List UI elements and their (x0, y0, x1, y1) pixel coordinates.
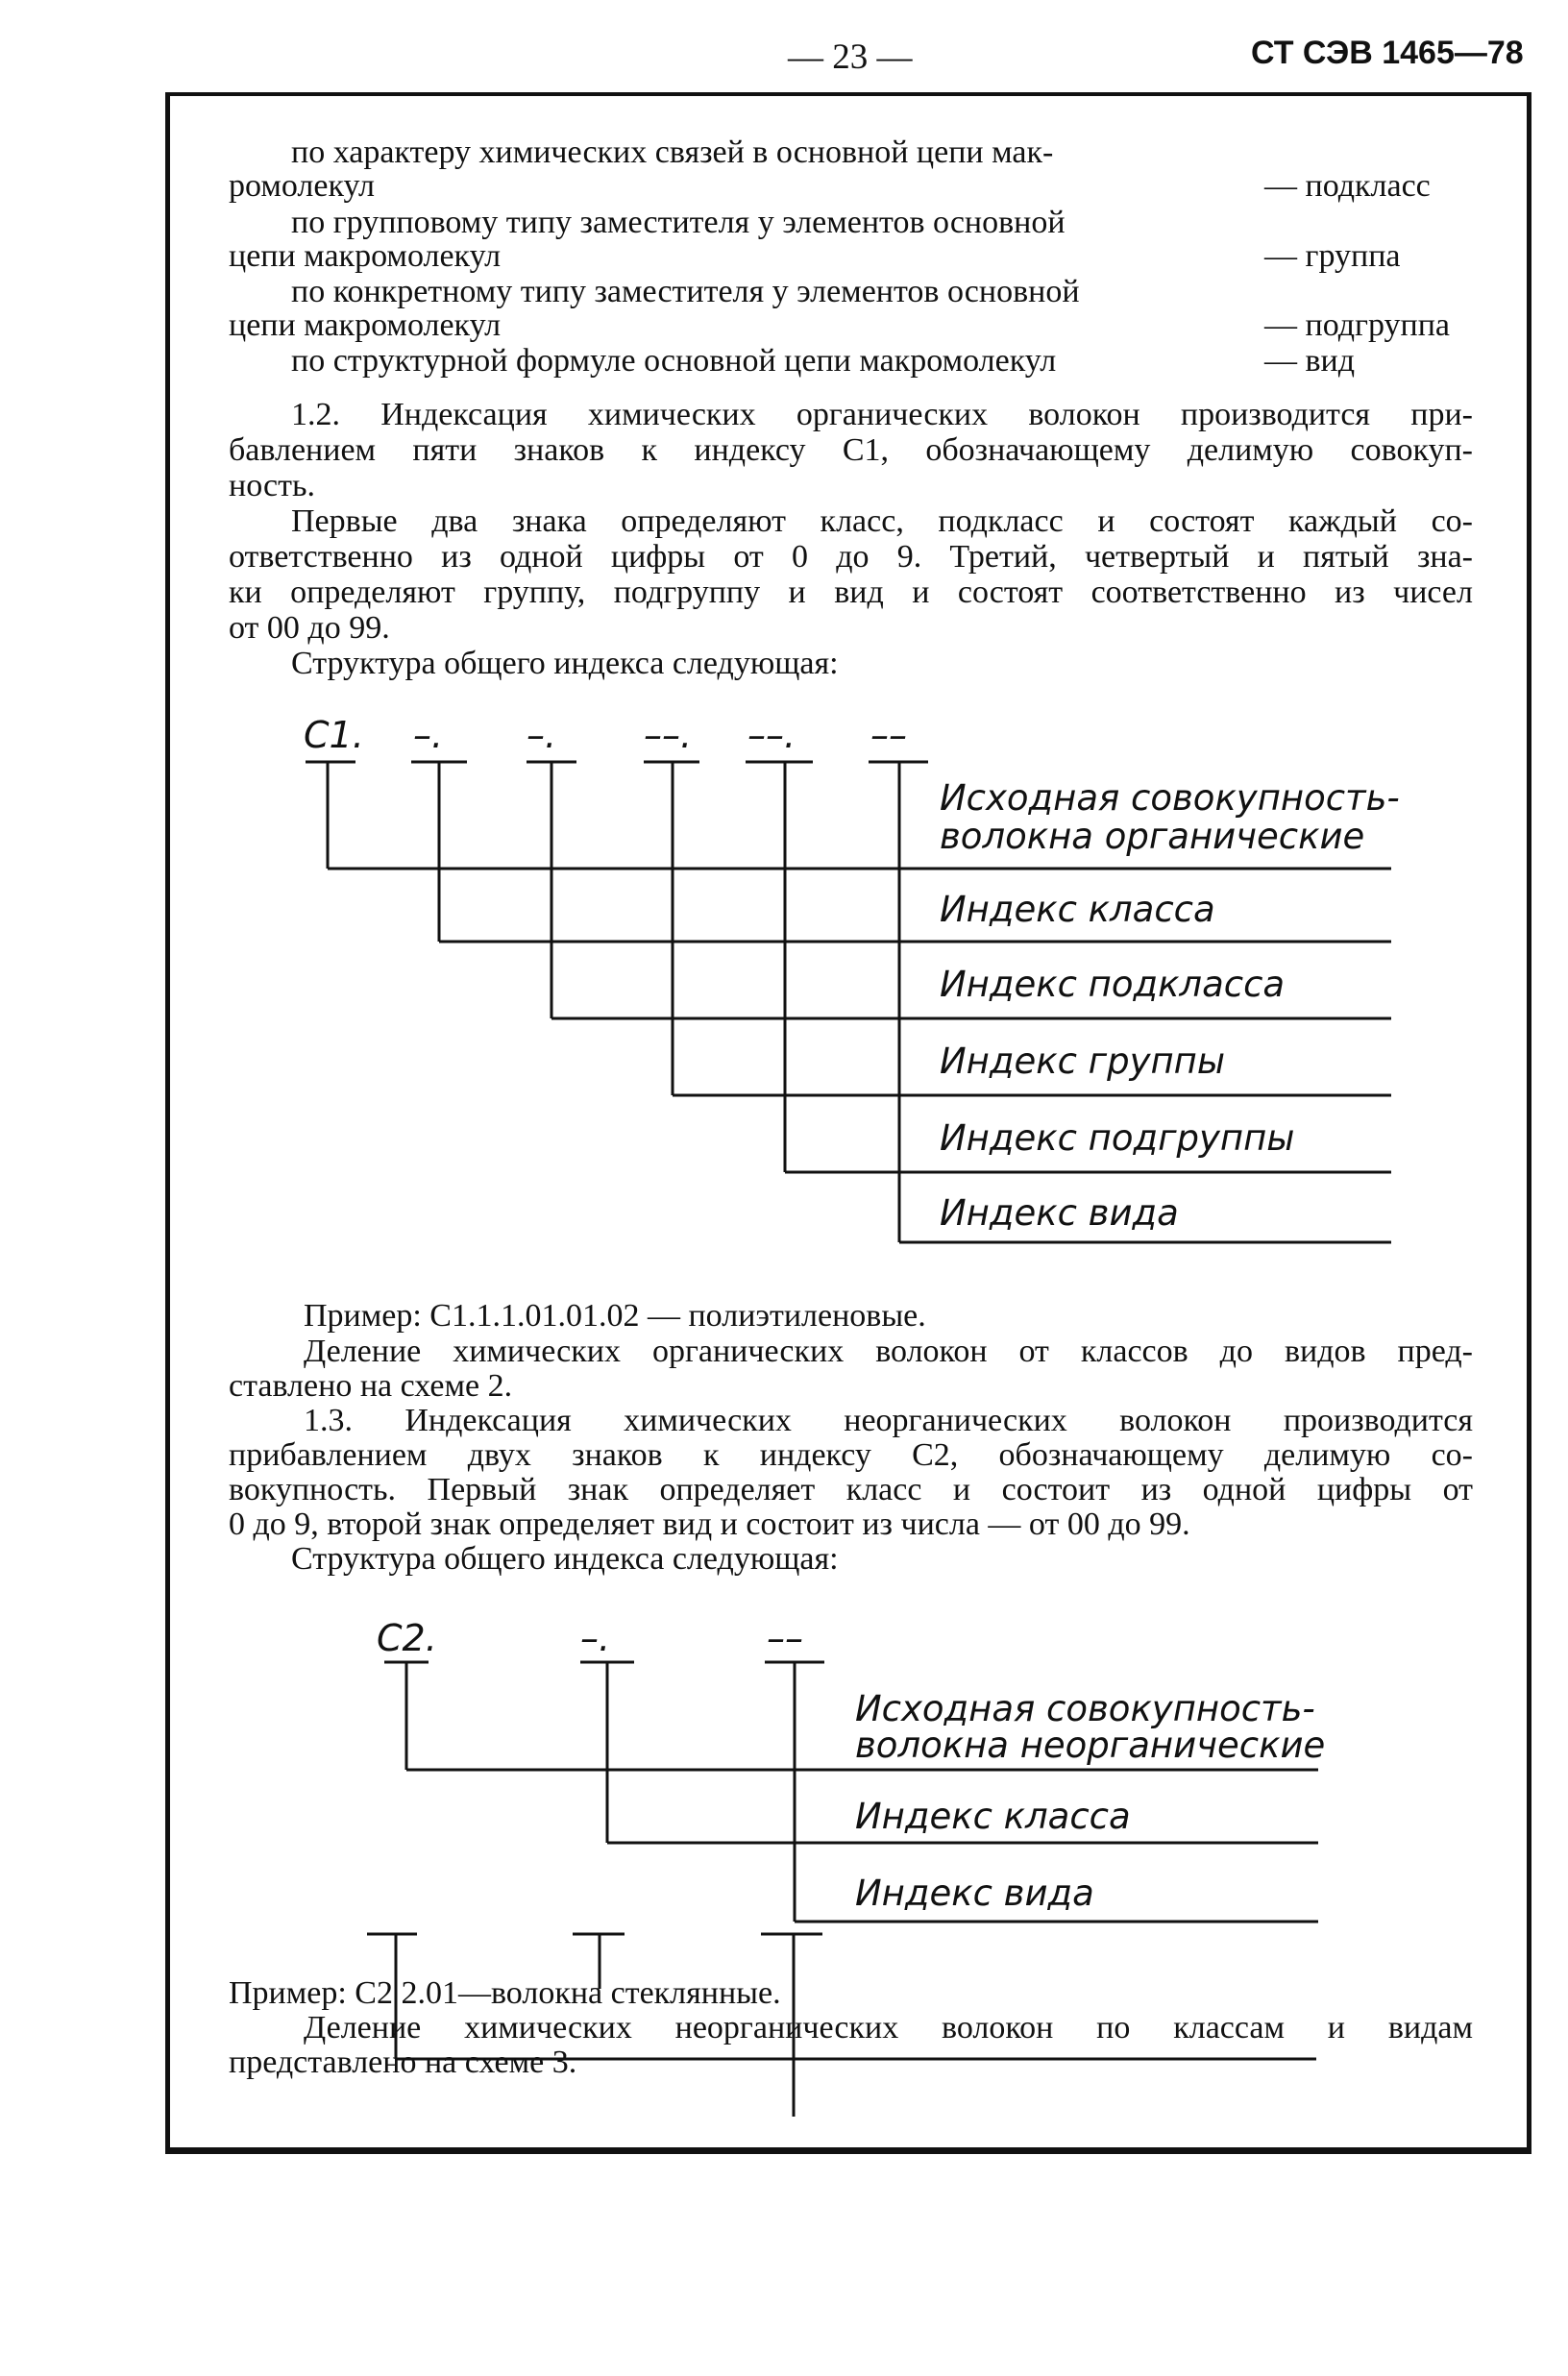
scheme-1-code-subgroup: ––. (747, 714, 796, 756)
scheme-2-label-root-line-1: Исходная совокупность- (855, 1688, 1315, 1729)
scheme-2-label-kind: Индекс вида (855, 1873, 1094, 1914)
class-item-3-level: — подгруппа (1264, 307, 1450, 343)
class-item-2-level: — группа (1264, 238, 1401, 274)
para-1-3-line-3: вокупность. Первый знак определяет класс и состоит из одной цифры от (229, 1472, 1473, 1507)
scheme-1-label-group: Индекс группы (940, 1041, 1226, 1082)
class-item-4-line-1: по структурной формуле основной цепи макромолекул (291, 343, 1057, 379)
scheme-1-code-class: –. (413, 714, 444, 756)
page-number: — 23 — (788, 37, 913, 77)
scheme-1-label-kind: Индекс вида (940, 1192, 1179, 1234)
scheme-2-label-root-line-2: волокна неорганические (855, 1725, 1326, 1766)
scheme-2-code-c2: С2. (377, 1617, 437, 1659)
scheme-2-code-kind: –– (767, 1617, 803, 1659)
scheme-2-code-class: –. (580, 1617, 611, 1659)
standard-code: СТ СЭВ 1465—78 (1251, 35, 1524, 71)
scheme-1-label-root-line-2: волокна органические (940, 816, 1365, 857)
para-first-two-line-3: ки определяют группу, подгруппу и вид и состоят соответственно из чисел (229, 575, 1473, 610)
class-item-2-line-2: цепи макромолекул (229, 238, 502, 274)
division-2-line-2: представлено на схеме 3. (229, 2045, 577, 2080)
class-item-1-line-2: ромолекул (229, 168, 375, 204)
class-item-2-line-1: по групповому типу заместителя у элементов основной (291, 205, 1066, 240)
class-item-1-line-1: по характеру химических связей в основной цепи мак- (291, 135, 1054, 170)
scheme-2-label-class: Индекс класса (855, 1796, 1131, 1837)
para-1-3-line-4: 0 до 9, второй знак определяет вид и состоит из числа — от 00 до 99. (229, 1506, 1190, 1542)
scheme-1-code-group: ––. (644, 714, 693, 756)
example-2: Пример: С2 2.01—волокна стеклянные. (229, 1975, 781, 2011)
division-1-line-2: ставлено на схеме 2. (229, 1368, 513, 1404)
scheme-1-label-class: Индекс класса (940, 889, 1215, 930)
class-item-1-level: — подкласс (1264, 168, 1431, 204)
class-item-4-level: — вид (1264, 343, 1356, 379)
scheme-1-label-subgroup: Индекс подгруппы (940, 1117, 1295, 1159)
division-2-line-1: Деление химических неорганических волокон по классам и видам (304, 2010, 1473, 2045)
para-first-two-line-1: Первые два знака определяют класс, подкласс и состоят каждый со- (291, 503, 1473, 539)
scheme-1-code-subclass: –. (527, 714, 557, 756)
scheme-1-label-root-line-1: Исходная совокупность- (940, 777, 1400, 819)
para-1-3-line-2: прибавлением двух знаков к индексу С2, обозначающему делимую со- (229, 1437, 1473, 1473)
scheme-1-code-c1: С1. (304, 714, 364, 756)
structure-intro-1: Структура общего индекса следующая: (291, 646, 839, 681)
para-first-two-line-4: от 00 до 99. (229, 610, 390, 646)
para-1-2-line-2: бавлением пяти знаков к индексу С1, обозначающему делимую совокуп- (229, 432, 1473, 468)
para-first-two-line-2: ответственно из одной цифры от 0 до 9. Третий, четвертый и пятый зна- (229, 539, 1473, 575)
para-1-2-line-1: 1.2. Индексация химических органических волокон производится при- (291, 397, 1473, 432)
class-item-3-line-1: по конкретному типу заместителя у элементов основной (291, 274, 1080, 309)
example-1: Пример: С1.1.1.01.01.02 — полиэтиленовые. (304, 1298, 926, 1334)
class-item-3-line-2: цепи макромолекул (229, 307, 502, 343)
para-1-3-line-1: 1.3. Индексация химических неорганических волокон производится (304, 1403, 1473, 1438)
scheme-1-label-subclass: Индекс подкласса (940, 964, 1286, 1005)
scheme-1-code-kind: –– (870, 714, 907, 756)
para-1-2-line-3: ность. (229, 468, 315, 503)
division-1-line-1: Деление химических органических волокон от классов до видов пред- (304, 1334, 1473, 1369)
structure-intro-2: Структура общего индекса следующая: (291, 1541, 839, 1577)
